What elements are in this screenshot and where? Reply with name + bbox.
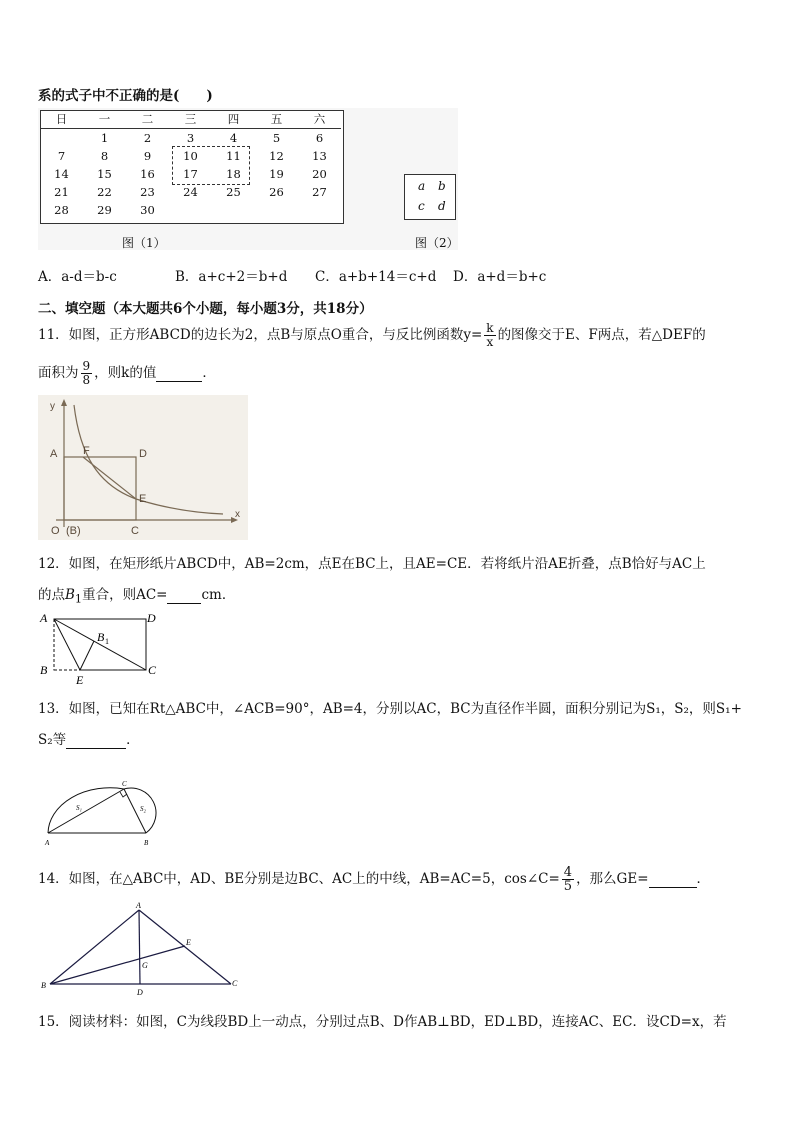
q11-text-a: 11．如图，正方形ABCD的边长为2，点B与原点O重合，与反比例函数y= — [38, 327, 483, 343]
section-heading: 二、填空题（本大题共6个小题，每小题3分，共18分） — [38, 301, 373, 317]
q12-subscript: 1 — [74, 592, 83, 606]
calendar-cell: 2 — [143, 131, 152, 145]
calendar-header: 三 — [184, 112, 197, 126]
q15-line1: 15．阅读材料：如图，C为线段BD上一动点，分别过点B、D作AB⊥BD，ED⊥BD，连接AC、EC．设CD=x，若 — [38, 1014, 727, 1030]
label-d: D — [139, 448, 147, 460]
q13-line1: 13．如图，已知在Rt△ABC中，∠ACB=90°，AB=4，分别以AC，BC为直径作半圆，面积分别记为S₁，S₂，则S₁+ — [38, 701, 742, 717]
calendar-cell: 26 — [269, 185, 284, 199]
calendar-cell: 27 — [312, 185, 327, 199]
calendar-cell — [212, 201, 255, 219]
segment-ac — [139, 910, 231, 984]
label-d: D — [147, 611, 156, 625]
option-b: B．a+c+2＝b+d — [175, 269, 288, 285]
q12-b-point: B — [65, 587, 75, 603]
box-b: b — [438, 179, 446, 193]
label-c: C — [232, 979, 238, 988]
option-a: A．a-d＝b-c — [38, 269, 117, 285]
label-o: O — [51, 525, 60, 537]
q11-text-c: 面积为 — [38, 365, 79, 381]
calendar-cell: 29 — [97, 203, 112, 217]
label-a: A — [45, 839, 50, 847]
segment-ab — [50, 910, 139, 984]
label-b: B — [41, 981, 46, 990]
q11-fraction-area — [81, 360, 93, 387]
calendar-cell: 1 — [100, 131, 109, 145]
figure-background — [38, 395, 248, 540]
calendar-cell: 12 — [269, 149, 284, 163]
q11-text-b: 的图像交于E、F两点，若△DEF的 — [497, 327, 706, 343]
calendar-cell: 17 — [183, 167, 198, 181]
median-be — [50, 946, 185, 984]
calendar-header: 五 — [270, 112, 283, 126]
calendar-cell: 20 — [312, 167, 327, 181]
calendar-cell — [255, 201, 298, 219]
calendar-cell: 28 — [54, 203, 69, 217]
label-b1: B — [97, 630, 105, 644]
label-e: E — [186, 938, 191, 947]
q11-fraction-k-x — [484, 322, 495, 349]
calendar-header: 一 — [98, 112, 111, 126]
box-c: c — [418, 199, 425, 213]
calendar-header: 四 — [227, 112, 240, 126]
frac-den: x — [486, 335, 494, 349]
label-c: C — [148, 663, 157, 677]
segment-eb1 — [80, 641, 94, 670]
label-d: D — [137, 988, 143, 997]
frac-den: 8 — [82, 373, 91, 387]
calendar-header: 日 — [55, 112, 68, 126]
calendar-cell — [169, 201, 212, 219]
q14-text-a: 14．如图，在△ABC中，AD、BE分别是边BC、AC上的中线，AB=AC=5，cos∠C= — [38, 871, 560, 887]
frac-num: k — [486, 321, 494, 335]
calendar-cell: 25 — [226, 185, 241, 199]
calendar-cell: 5 — [272, 131, 281, 145]
dashed-selection-box — [172, 146, 250, 185]
calendar-cell: 14 — [54, 167, 69, 181]
abcd-box — [404, 174, 456, 220]
calendar-cell: 15 — [97, 167, 112, 181]
q13-text-b: ． — [126, 732, 140, 748]
label-f: F — [83, 445, 90, 457]
calendar-cell: 4 — [229, 131, 238, 145]
diagonal-ac — [54, 619, 146, 670]
calendar-cell: 9 — [143, 149, 152, 163]
q11-text-d: ，则k的值 — [94, 365, 157, 381]
calendar-cell: 16 — [140, 167, 155, 181]
calendar-cell — [40, 129, 83, 148]
q14-figure — [38, 900, 248, 1000]
label-x: x — [235, 509, 240, 520]
calendar-header-row — [40, 110, 341, 129]
q13-line2 — [38, 728, 140, 749]
label-y: y — [50, 401, 55, 412]
q11-line2 — [38, 360, 216, 387]
calendar-cell: 19 — [269, 167, 284, 181]
q12-text-b: 重合，则AC= — [82, 587, 168, 603]
calendar-header: 二 — [141, 112, 154, 126]
label-a: A — [40, 611, 48, 625]
frac-den: 5 — [563, 879, 573, 894]
calendar-row — [40, 201, 341, 219]
calendar-row — [40, 183, 341, 201]
box-a: a — [418, 179, 426, 193]
calendar-cell: 21 — [54, 185, 69, 199]
segment-ac — [48, 789, 124, 833]
q11-figure — [38, 395, 248, 540]
frac-num: 9 — [82, 359, 91, 373]
label-c: C — [122, 780, 127, 788]
calendar-cell — [298, 201, 341, 219]
q12-line2 — [38, 583, 235, 606]
label-a: A — [136, 901, 141, 910]
answer-blank — [156, 365, 202, 382]
calendar-cell: 11 — [226, 149, 241, 163]
calendar-header: 六 — [313, 112, 326, 126]
calendar-cell: 6 — [315, 131, 324, 145]
option-c: C．a+b+14＝c+d — [315, 269, 437, 285]
answer-blank — [66, 732, 126, 749]
answer-blank — [167, 587, 201, 604]
fig1-label: 图（1） — [122, 236, 166, 250]
label-b1-subscript: 1 — [105, 637, 109, 646]
calendar-cell: 18 — [226, 167, 241, 181]
calendar-figure — [38, 108, 458, 250]
q11-line1 — [38, 322, 706, 349]
box-d: d — [438, 199, 446, 213]
calendar-cell: 13 — [312, 149, 327, 163]
q13-figure — [40, 765, 170, 851]
label-e: E — [76, 673, 84, 687]
label-b: B — [144, 839, 149, 847]
label-a: A — [50, 448, 58, 460]
calendar-cell: 10 — [183, 149, 198, 163]
calendar-cell: 7 — [57, 149, 66, 163]
label-b: B — [40, 663, 48, 677]
q12-line1: 12．如图，在矩形纸片ABCD中，AB=2cm，点E在BC上，且AE=CE．若将纸片沿AE折叠，点B恰好与AC上 — [38, 556, 706, 572]
frac-num: 4 — [563, 865, 573, 880]
answer-blank — [649, 871, 697, 888]
calendar-cell: 23 — [140, 185, 155, 199]
q11-text-e: ． — [202, 365, 216, 381]
fig2-label: 图（2） — [415, 236, 459, 250]
q10-intro: 系的式子中不正确的是( ) — [38, 88, 213, 104]
q14-text-b: ，那么GE= — [576, 871, 649, 887]
calendar-cell: 24 — [183, 185, 198, 199]
label-s1: S₁ — [76, 804, 82, 812]
label-e: E — [139, 493, 147, 505]
calendar-cell: 30 — [140, 203, 155, 217]
q12-figure — [36, 608, 166, 688]
label-s2: S₂ — [140, 805, 146, 813]
calendar-row — [40, 129, 341, 148]
option-d: D．a+d＝b+c — [453, 269, 547, 285]
q12-text-a: 的点 — [38, 587, 65, 603]
calendar-cell: 22 — [97, 185, 112, 199]
q14-fraction — [562, 866, 574, 893]
label-b: (B) — [66, 525, 81, 537]
label-c: C — [131, 525, 139, 537]
label-g: G — [142, 961, 148, 970]
q13-text-a: S₂等 — [38, 732, 67, 748]
q14-line — [38, 866, 710, 893]
median-ad — [139, 910, 140, 984]
calendar-cell: 8 — [100, 149, 109, 163]
q14-text-c: ． — [696, 871, 711, 887]
q12-text-c: cm． — [201, 587, 236, 603]
calendar-cell: 3 — [186, 131, 195, 145]
